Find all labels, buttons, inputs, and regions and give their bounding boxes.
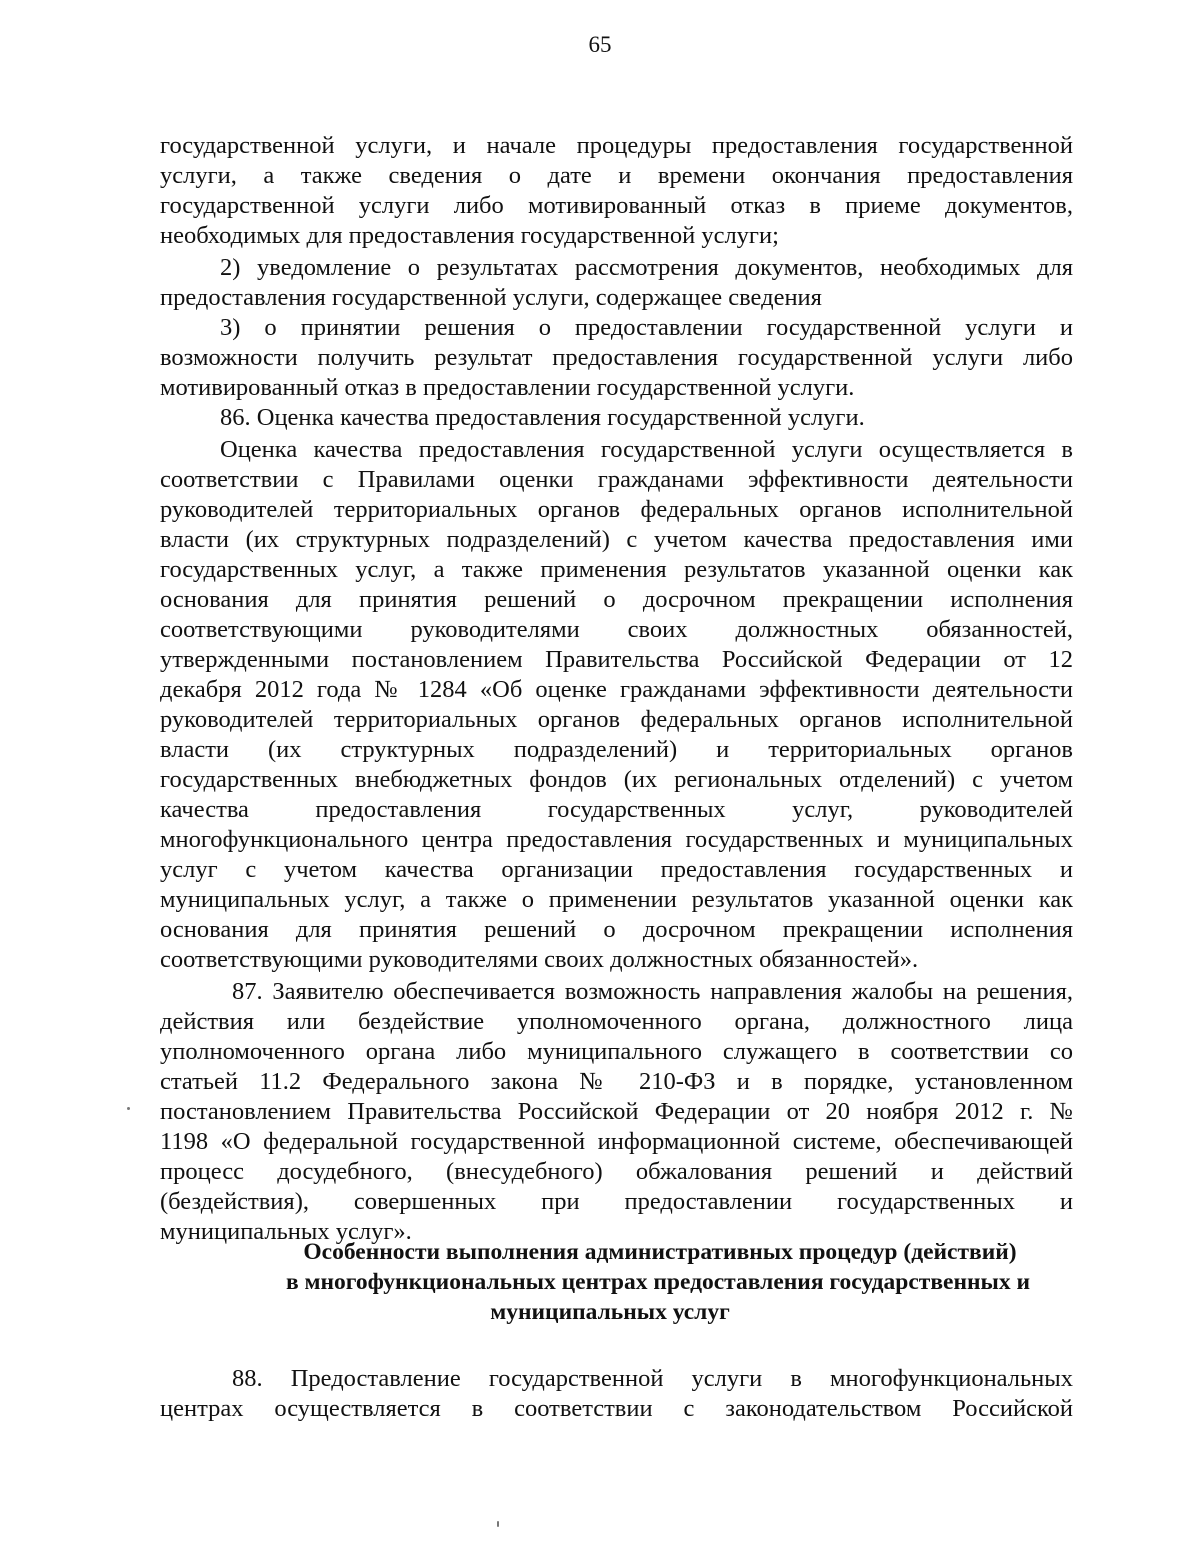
text-line: уполномоченного органа либо муниципального служащего в соответствии со <box>160 1038 1073 1065</box>
text-line: основания для принятия решений о досрочном прекращении исполнения <box>160 586 1073 613</box>
text-line: муниципальных услуг». <box>160 1218 412 1245</box>
text-line: государственной услуги либо мотивированный отказ в приеме документов, <box>160 192 1073 219</box>
text-line: действия или бездействие уполномоченного органа, должностного лица <box>160 1008 1073 1035</box>
text-line: декабря 2012 года № 1284 «Об оценке гражданами эффективности деятельности <box>160 676 1073 703</box>
text-line: 87. Заявителю обеспечивается возможность направления жалобы на решения, <box>232 978 1073 1005</box>
text-line: необходимых для предоставления государственной услуги; <box>160 222 779 249</box>
text-line: соответствующими руководителями своих должностных обязанностей, <box>160 616 1073 643</box>
text-line: качества предоставления государственных услуг, руководителей <box>160 796 1073 823</box>
text-line: государственной услуги, и начале процедуры предоставления государственной <box>160 132 1073 159</box>
text-line: Оценка качества предоставления государственной услуги осуществляется в <box>220 436 1073 463</box>
text-line: соответствующими руководителями своих должностных обязанностей». <box>160 946 919 973</box>
text-line: мотивированный отказ в предоставлении государственной услуги. <box>160 374 855 401</box>
scan-speck <box>497 1521 499 1527</box>
text-line: руководителей территориальных органов федеральных органов исполнительной <box>160 496 1073 523</box>
text-line: 88. Предоставление государственной услуги в многофункциональных <box>232 1365 1073 1392</box>
text-line: услуги, а также сведения о дате и времени окончания предоставления <box>160 162 1073 189</box>
text-line: соответствии с Правилами оценки гражданами эффективности деятельности <box>160 466 1073 493</box>
text-line: услуг с учетом качества организации предоставления государственных и <box>160 856 1073 883</box>
text-line: возможности получить результат предоставления государственной услуги либо <box>160 344 1073 371</box>
text-line: постановлением Правительства Российской Федерации от 20 ноября 2012 г. № <box>160 1098 1073 1125</box>
text-line: статьей 11.2 Федерального закона № 210-ФЗ и в порядке, установленном <box>160 1068 1073 1095</box>
text-line: государственных услуг, а также применения результатов указанной оценки как <box>160 556 1073 583</box>
text-line: центрах осуществляется в соответствии с законодательством Российской <box>160 1395 1073 1422</box>
text-line: многофункционального центра предоставления государственных и муниципальных <box>160 826 1073 853</box>
text-line: утвержденными постановлением Правительства Российской Федерации от 12 <box>160 646 1073 673</box>
page-number: 65 <box>588 32 612 57</box>
text-line: власти (их структурных подразделений) и территориальных органов <box>160 736 1073 763</box>
text-line: предоставления государственной услуги, содержащее сведения <box>160 284 822 311</box>
heading-line: муниципальных услуг <box>490 1299 730 1325</box>
heading-line: Особенности выполнения административных процедур (действий) <box>303 1239 1017 1265</box>
text-line: (бездействия), совершенных при предоставлении государственных и <box>160 1188 1073 1215</box>
text-line: 1198 «О федеральной государственной информационной системе, обеспечивающей <box>160 1128 1073 1155</box>
heading-line: в многофункциональных центрах предоставления государственных и <box>285 1269 1031 1295</box>
text-line: процесс досудебного, (внесудебного) обжалования решений и действий <box>160 1158 1073 1185</box>
text-line: основания для принятия решений о досрочном прекращении исполнения <box>160 916 1073 943</box>
text-line: 2) уведомление о результатах рассмотрения документов, необходимых для <box>220 254 1073 281</box>
text-line: 86. Оценка качества предоставления государственной услуги. <box>220 404 865 431</box>
text-line: руководителей территориальных органов федеральных органов исполнительной <box>160 706 1073 733</box>
text-line: муниципальных услуг, а также о применении результатов указанной оценки как <box>160 886 1073 913</box>
scan-speck <box>127 1107 130 1110</box>
text-line: 3) о принятии решения о предоставлении государственной услуги и <box>220 314 1073 341</box>
text-line: государственных внебюджетных фондов (их региональных отделений) с учетом <box>160 766 1073 793</box>
text-line: власти (их структурных подразделений) с учетом качества предоставления ими <box>160 526 1073 553</box>
